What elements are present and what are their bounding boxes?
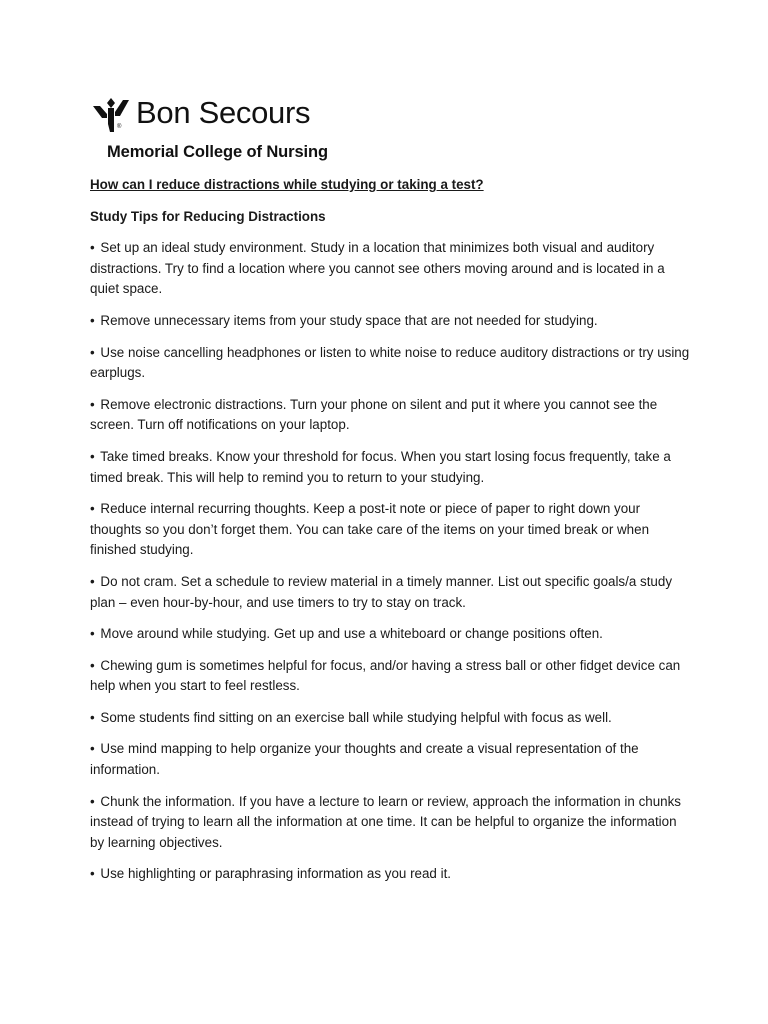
tip-item xyxy=(90,792,690,854)
bullet-marker: • xyxy=(90,793,95,809)
bullet-marker: • xyxy=(90,657,95,673)
tip-item xyxy=(90,343,690,384)
tip-item xyxy=(90,624,690,645)
tip-item xyxy=(90,739,690,780)
registered-mark: ® xyxy=(117,124,122,130)
tip-item xyxy=(90,656,690,697)
bullet-marker: • xyxy=(90,396,95,412)
bullet-marker: • xyxy=(90,709,95,725)
logo-brand-name: Bon Secours xyxy=(136,95,311,130)
tips-list xyxy=(90,238,690,885)
tip-item xyxy=(90,572,690,613)
bullet-marker: • xyxy=(90,448,95,464)
tip-item xyxy=(90,864,690,885)
bullet-marker: • xyxy=(90,312,95,328)
tip-item xyxy=(90,708,690,729)
bullet-marker: • xyxy=(90,240,95,256)
bullet-marker: • xyxy=(90,626,95,642)
tip-text: Move around while studying. Get up and use a whiteboard or change positions often. xyxy=(96,626,603,642)
tip-text: Chewing gum is sometimes helpful for focus, and/or having a stress ball or other fidget device can help when you start to feel restless. xyxy=(90,657,681,694)
college-logo xyxy=(90,94,390,166)
tip-text: Do not cram. Set a schedule to review material in a timely manner. List out specific goals/a study plan – even hour-by-hour, and use timers to try to stay on track. xyxy=(90,573,673,610)
tip-item xyxy=(90,395,690,436)
tip-item xyxy=(90,238,690,300)
bullet-marker: • xyxy=(90,573,95,589)
tip-item xyxy=(90,311,690,332)
tip-text: Remove unnecessary items from your study space that are not needed for studying. xyxy=(96,312,598,328)
tip-text: Reduce internal recurring thoughts. Keep a post-it note or piece of paper to right down your thoughts so you don’t forget them. You can take care of the items on your timed break or when finished studying. xyxy=(90,501,650,558)
document-subtitle: Study Tips for Reducing Distractions xyxy=(90,208,326,224)
bon-secours-cross-mark-icon xyxy=(90,94,132,134)
tip-text: Some students find sitting on an exercise ball while studying helpful with focus as well. xyxy=(96,709,612,725)
tip-text: Take timed breaks. Know your threshold for focus. When you start losing focus frequently, take a timed break. This will help to remind you to return to your studying. xyxy=(90,448,671,485)
tip-text: Remove electronic distractions. Turn your phone on silent and put it where you cannot see the screen. Turn off notifications on your laptop. xyxy=(90,396,658,433)
document-body xyxy=(90,175,690,896)
tip-item xyxy=(90,499,690,561)
document-question: How can I reduce distractions while studying or taking a test? xyxy=(90,177,484,192)
tip-text: Chunk the information. If you have a lecture to learn or review, approach the information in chunks instead of trying to learn all the information at one time. It can be helpful to organize the information by learning objectives. xyxy=(90,793,682,850)
bullet-marker: • xyxy=(90,866,95,882)
tip-text: Use mind mapping to help organize your thoughts and create a visual representation of the information. xyxy=(90,741,639,778)
tip-item xyxy=(90,447,690,488)
tip-text: Use noise cancelling headphones or listen to white noise to reduce auditory distractions or try using earplugs. xyxy=(90,344,690,381)
bullet-marker: • xyxy=(90,344,95,360)
bullet-marker: • xyxy=(90,741,95,757)
bullet-marker: • xyxy=(90,501,95,517)
tip-text: Use highlighting or paraphrasing information as you read it. xyxy=(96,866,452,882)
logo-college-name: Memorial College of Nursing xyxy=(107,143,328,161)
tip-text: Set up an ideal study environment. Study in a location that minimizes both visual and auditory distractions. Try to find a location where you cannot see others moving around and is located in a quiet space. xyxy=(90,240,665,297)
